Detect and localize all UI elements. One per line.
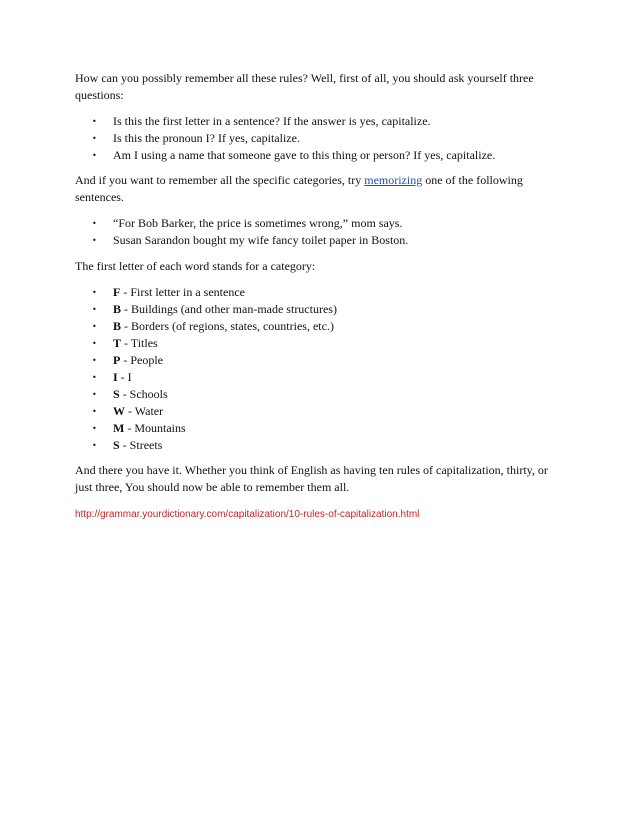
bullet-icon: • xyxy=(92,356,97,365)
list-item xyxy=(75,403,555,420)
category-letter: P xyxy=(113,353,121,367)
list-item xyxy=(75,147,555,164)
categories-intro-paragraph xyxy=(75,172,555,206)
list-item xyxy=(75,232,555,249)
category-label: - Mountains xyxy=(124,421,186,435)
list-item xyxy=(75,215,555,232)
questions-list xyxy=(75,113,555,164)
intro-paragraph: How can you possibly remember all these rules? Well, first of all, you should ask yourself three questions: xyxy=(75,71,534,102)
category-label: - First letter in a sentence xyxy=(120,285,245,299)
categories-intro-text: And if you want to remember all the specific categories, try xyxy=(75,173,365,187)
mnemonic-text: Susan Sarandon bought my wife fancy toilet paper in Boston. xyxy=(113,233,409,247)
category-label: - Borders (of regions, states, countries, etc.) xyxy=(121,319,334,333)
category-letter: T xyxy=(113,336,122,350)
category-label: - Buildings (and other man-made structures) xyxy=(121,302,337,316)
list-item xyxy=(75,386,555,403)
bullet-icon: • xyxy=(92,117,97,126)
mnemonics-list xyxy=(75,215,555,249)
bullet-icon: • xyxy=(92,390,97,399)
list-item xyxy=(75,113,555,130)
list-item xyxy=(75,318,555,335)
category-label: - Streets xyxy=(119,438,163,452)
category-letter: B xyxy=(113,302,122,316)
category-label: - Water xyxy=(125,404,164,418)
category-label: - I xyxy=(117,370,132,384)
list-item xyxy=(75,420,555,437)
bullet-icon: • xyxy=(92,424,97,433)
bullet-icon: • xyxy=(92,441,97,450)
list-item xyxy=(75,352,555,369)
category-letter: S xyxy=(113,387,120,401)
mnemonic-text: “For Bob Barker, the price is sometimes wrong,” mom says. xyxy=(113,216,403,230)
list-item xyxy=(75,437,555,454)
list-item xyxy=(75,335,555,352)
bullet-icon: • xyxy=(92,288,97,297)
category-letter: W xyxy=(113,404,125,418)
bullet-icon: • xyxy=(92,407,97,416)
list-item xyxy=(75,369,555,386)
bullet-icon: • xyxy=(92,236,97,245)
bullet-icon: • xyxy=(92,219,97,228)
categories-list xyxy=(75,284,555,454)
categories-intro-text-end: one of the following sentences. xyxy=(75,173,523,204)
category-letter: M xyxy=(113,421,125,435)
bullet-icon: • xyxy=(92,151,97,160)
category-letter: I xyxy=(113,370,118,384)
bullet-icon: • xyxy=(92,373,97,382)
bullet-icon: • xyxy=(92,305,97,314)
question-text: Is this the first letter in a sentence? If the answer is yes, capitalize. xyxy=(113,114,431,128)
question-text: Is this the pronoun I? If yes, capitalize. xyxy=(113,131,300,145)
document-body xyxy=(75,70,555,523)
memorizing-link[interactable]: memorizing xyxy=(364,173,423,187)
list-item xyxy=(75,284,555,301)
source-url-link[interactable]: http://grammar.yourdictionary.com/capitalization/10-rules-of-capitalization.html xyxy=(75,509,420,520)
letters-intro-paragraph: The first letter of each word stands for a category: xyxy=(75,259,316,273)
category-label: - People xyxy=(120,353,163,367)
bullet-icon: • xyxy=(92,339,97,348)
list-item xyxy=(75,130,555,147)
closing-paragraph: And there you have it. Whether you think of English as having ten rules of capitalization, thirty, or just three, You should now be able to remember them all. xyxy=(75,463,548,494)
category-label: - Schools xyxy=(119,387,168,401)
bullet-icon: • xyxy=(92,322,97,331)
category-letter: B xyxy=(113,319,122,333)
category-label: - Titles xyxy=(121,336,158,350)
bullet-icon: • xyxy=(92,134,97,143)
question-text: Am I using a name that someone gave to this thing or person? If yes, capitalize. xyxy=(113,148,496,162)
list-item xyxy=(75,301,555,318)
category-letter: F xyxy=(113,285,121,299)
category-letter: S xyxy=(113,438,120,452)
